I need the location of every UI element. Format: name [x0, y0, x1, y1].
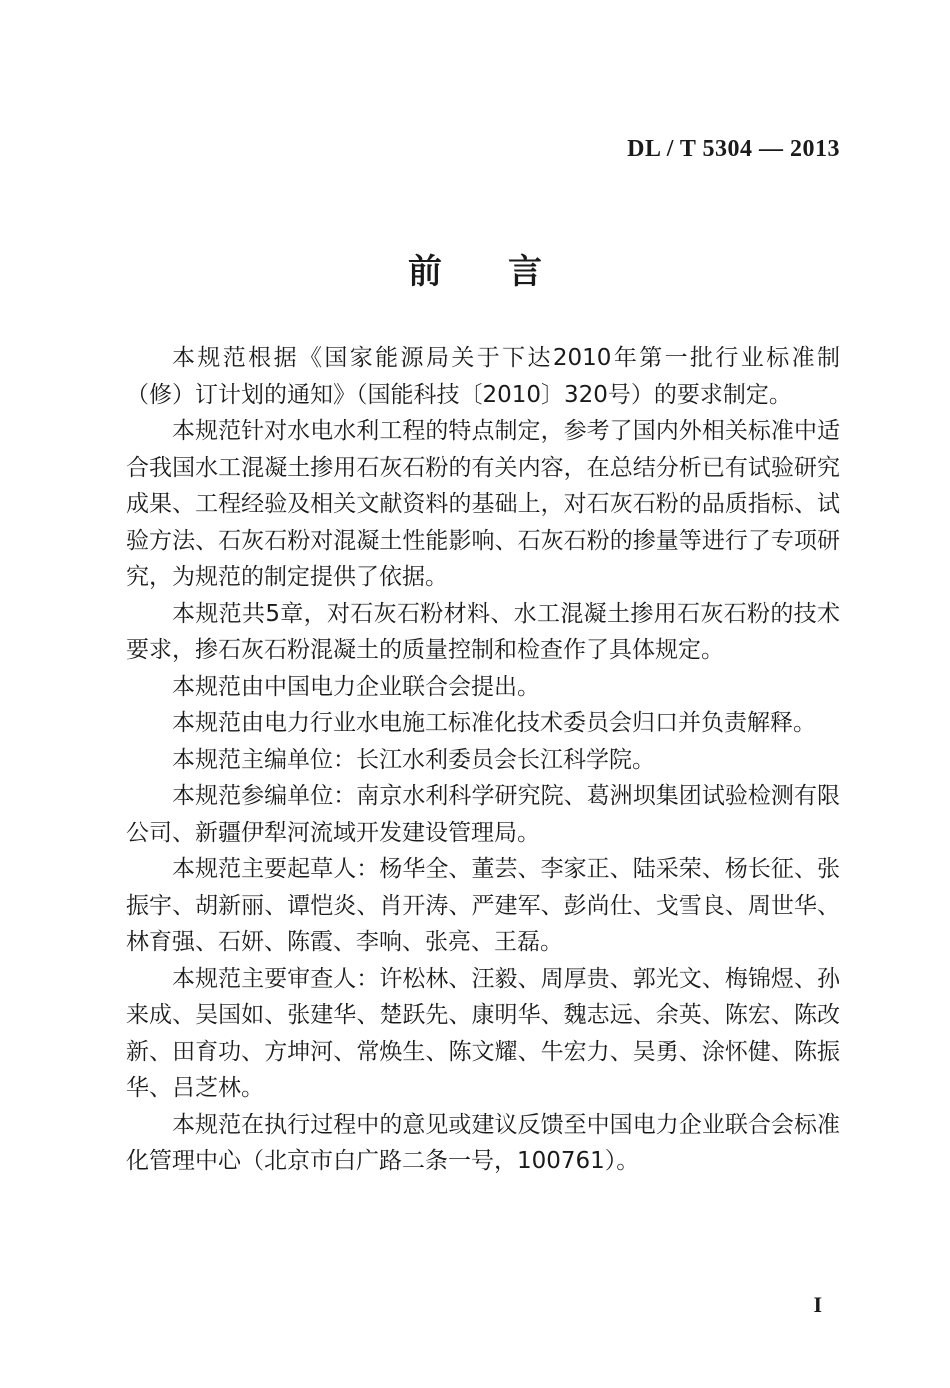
- standard-code: DL / T 5304 — 2013: [627, 136, 840, 162]
- paragraph-administrator: 本规范由电力行业水电施工标准化技术委员会归口并负责解释。: [172, 710, 816, 736]
- paragraph-basis: 本规范根据《国家能源局关于下达2010年第一批行业标准制（修）订计划的通知》（国能科技〔2010〕320号）的要求制定。: [126, 345, 840, 408]
- page-number: I: [813, 1292, 822, 1317]
- paragraph-proposer: 本规范由中国电力企业联合会提出。: [172, 673, 540, 700]
- paragraph-participants: 本规范参编单位：南京水利科学研究院、葛洲坝集团试验检测有限公司、新疆伊犁河流域开发建设管理局。: [126, 783, 840, 846]
- title-char-1: 前: [408, 252, 442, 292]
- paragraph-chief-editor: 本规范主编单位：长江水利委员会长江科学院。: [172, 746, 655, 773]
- paragraph-reviewers: 本规范主要审查人：许松林、汪毅、周厚贵、郭光文、梅锦煜、孙来成、吴国如、张建华、楚跃先、康明华、魏志远、余英、陈宏、陈改新、田育功、方坤河、常焕生、陈文耀、牛宏力、吴勇、涂怀健、陈振华、吕芝林。: [126, 965, 840, 1101]
- paragraph-background: 本规范针对水电水利工程的特点制定，参考了国内外相关标准中适合我国水工混凝土掺用石灰石粉的有关内容，在总结分析已有试验研究成果、工程经验及相关文献资料的基础上，对石灰石粉的品质指标、试验方法、石灰石粉对混凝土性能影响、石灰石粉的掺量等进行了专项研究，为规范的制定提供了依据。: [126, 418, 840, 590]
- paragraph-feedback: 本规范在执行过程中的意见或建议反馈至中国电力企业联合会标准化管理中心（北京市白广路二条一号，100761）。: [126, 1111, 840, 1174]
- paragraph-structure: 本规范共5章，对石灰石粉材料、水工混凝土掺用石灰石粉的技术要求，掺石灰石粉混凝土的质量控制和检查作了具体规定。: [126, 600, 840, 663]
- paragraph-drafters: 本规范主要起草人：杨华全、董芸、李家正、陆采荣、杨长征、张振宇、胡新丽、谭恺炎、肖开涛、严建军、彭尚仕、戈雪良、周世华、林育强、石妍、陈霞、李响、张亮、王磊。: [126, 856, 840, 955]
- preface-body: [126, 340, 840, 1180]
- page-title: [0, 244, 950, 293]
- title-char-2: 言: [508, 252, 542, 292]
